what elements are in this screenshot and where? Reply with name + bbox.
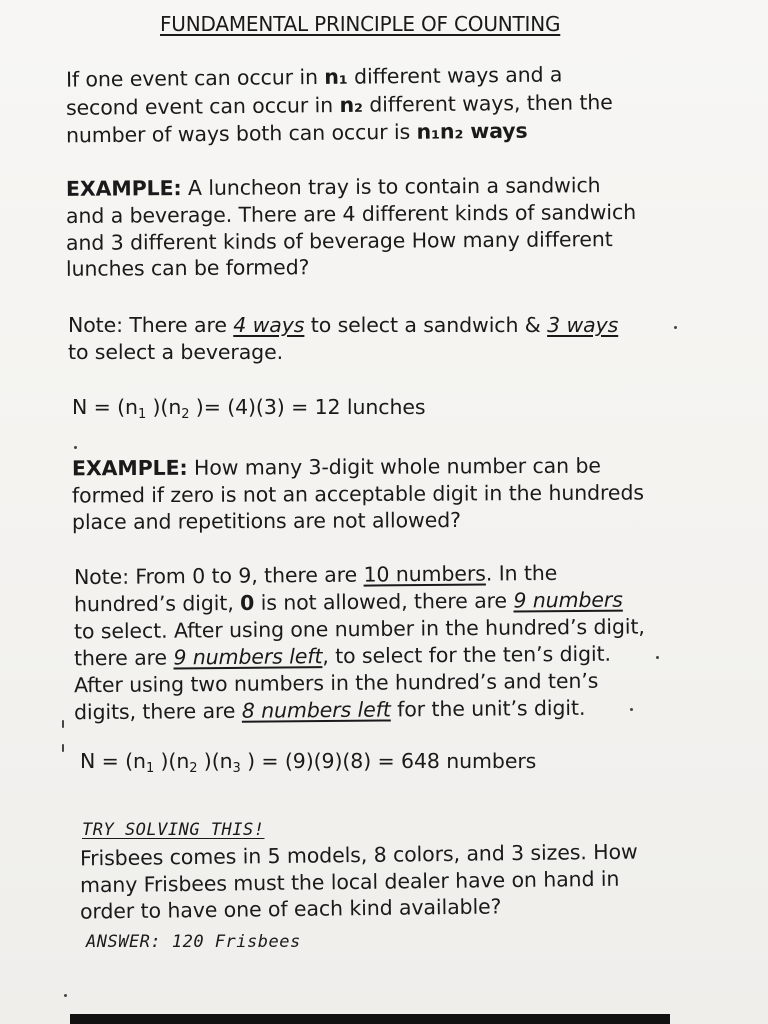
principle-line-3 — [66, 118, 528, 150]
scan-speck — [674, 326, 677, 329]
text: )= (4)(3) = 12 lunches — [189, 395, 426, 419]
try-line-2: many Frisbees must the local dealer have on hand in — [79, 866, 620, 898]
underlined-8-numbers-left: 8 numbers left — [241, 697, 391, 723]
page-title: FUNDAMENTAL PRINCIPLE OF COUNTING — [160, 12, 561, 36]
text: N = (n — [72, 395, 138, 419]
note2-line-1 — [74, 560, 557, 591]
example-label: EXAMPLE: — [65, 176, 182, 201]
text: )(n — [146, 395, 182, 419]
example-label: EXAMPLE: — [71, 455, 188, 481]
example2-line-1 — [72, 453, 601, 483]
text: . In the — [485, 560, 558, 586]
underlined-9-numbers: 9 numbers — [513, 587, 623, 613]
text: digits, there are — [73, 698, 242, 725]
text: is not allowed, there are — [254, 588, 514, 615]
text: for the unit’s digit. — [390, 695, 586, 722]
text: How many 3-digit whole number can be — [187, 453, 601, 480]
scan-speck — [630, 708, 633, 711]
text: to select a sandwich & — [304, 313, 548, 337]
text: hundred’s digit, — [73, 590, 241, 617]
example1-line-2: and a beverage. There are 4 different kinds of sandwich — [65, 200, 637, 228]
subscript: 2 — [181, 407, 190, 422]
answer-text: ANSWER: 120 Frisbees — [86, 932, 301, 952]
note2-line-6 — [74, 695, 586, 726]
text: Note: From 0 to 9, there are — [73, 562, 364, 590]
example1-line-1 — [66, 172, 601, 203]
text: different ways and a — [347, 62, 563, 89]
scan-speck — [62, 744, 64, 752]
formula-1 — [72, 394, 425, 428]
try-solving-heading: TRY SOLVING THIS! — [82, 820, 265, 840]
scan-speck — [656, 656, 659, 659]
scan-speck — [74, 446, 77, 449]
underlined-3-ways: 3 ways — [547, 313, 619, 337]
n1n2-ways: n₁n₂ ways — [416, 118, 528, 144]
zero-digit: 0 — [240, 590, 255, 615]
scan-edge-shadow — [70, 1014, 670, 1024]
subscript: 2 — [189, 761, 198, 776]
text: A luncheon tray is to contain a sandwich — [181, 173, 601, 201]
text: Note: There are — [68, 313, 234, 337]
text: there are — [73, 645, 174, 671]
subscript: 1 — [137, 407, 147, 422]
principle-line-2 — [66, 89, 613, 122]
text: ) = (9)(9)(8) = 648 numbers — [240, 749, 537, 773]
example1-line-4: lunches can be formed? — [65, 255, 310, 281]
underlined-4-ways: 4 ways — [233, 313, 305, 337]
note1-line-1 — [68, 312, 618, 339]
text: N = (n — [80, 749, 146, 773]
n1-symbol: n₁ — [324, 64, 348, 89]
subscript: 3 — [232, 761, 241, 776]
note2-line-5: After using two numbers in the hundred’s and ten’s — [73, 668, 599, 698]
principle-line-1 — [66, 61, 563, 93]
text: different ways, then the — [362, 90, 613, 117]
text: If one event can occur in — [65, 64, 325, 92]
text: )(n — [197, 749, 233, 773]
text: number of ways both can occur is — [65, 119, 417, 148]
underlined-10-numbers: 10 numbers — [363, 561, 486, 587]
text: second event can occur in — [65, 92, 340, 120]
subscript: 1 — [145, 761, 155, 776]
example2-line-3: place and repetitions are not allowed? — [71, 507, 461, 535]
scan-speck — [64, 994, 67, 997]
try-line-3: order to have one of each kind available? — [79, 894, 502, 924]
n2-symbol: n₂ — [339, 92, 363, 117]
text: )(n — [154, 749, 190, 773]
underlined-9-numbers-left: 9 numbers left — [173, 644, 323, 670]
note1-line-2: to select a beverage. — [68, 340, 284, 364]
example2-line-2: formed if zero is not an acceptable digit in the hundreds — [71, 480, 644, 508]
formula-2 — [80, 748, 536, 782]
note2-line-3: to select. After using one number in the hundred’s digit, — [73, 614, 645, 644]
text: , to select for the ten’s digit. — [322, 641, 611, 669]
scan-speck — [62, 720, 64, 728]
try-line-1: Frisbees comes in 5 models, 8 colors, and 3 sizes. How — [79, 839, 638, 871]
example1-line-3: and 3 different kinds of beverage How many different — [65, 227, 613, 255]
